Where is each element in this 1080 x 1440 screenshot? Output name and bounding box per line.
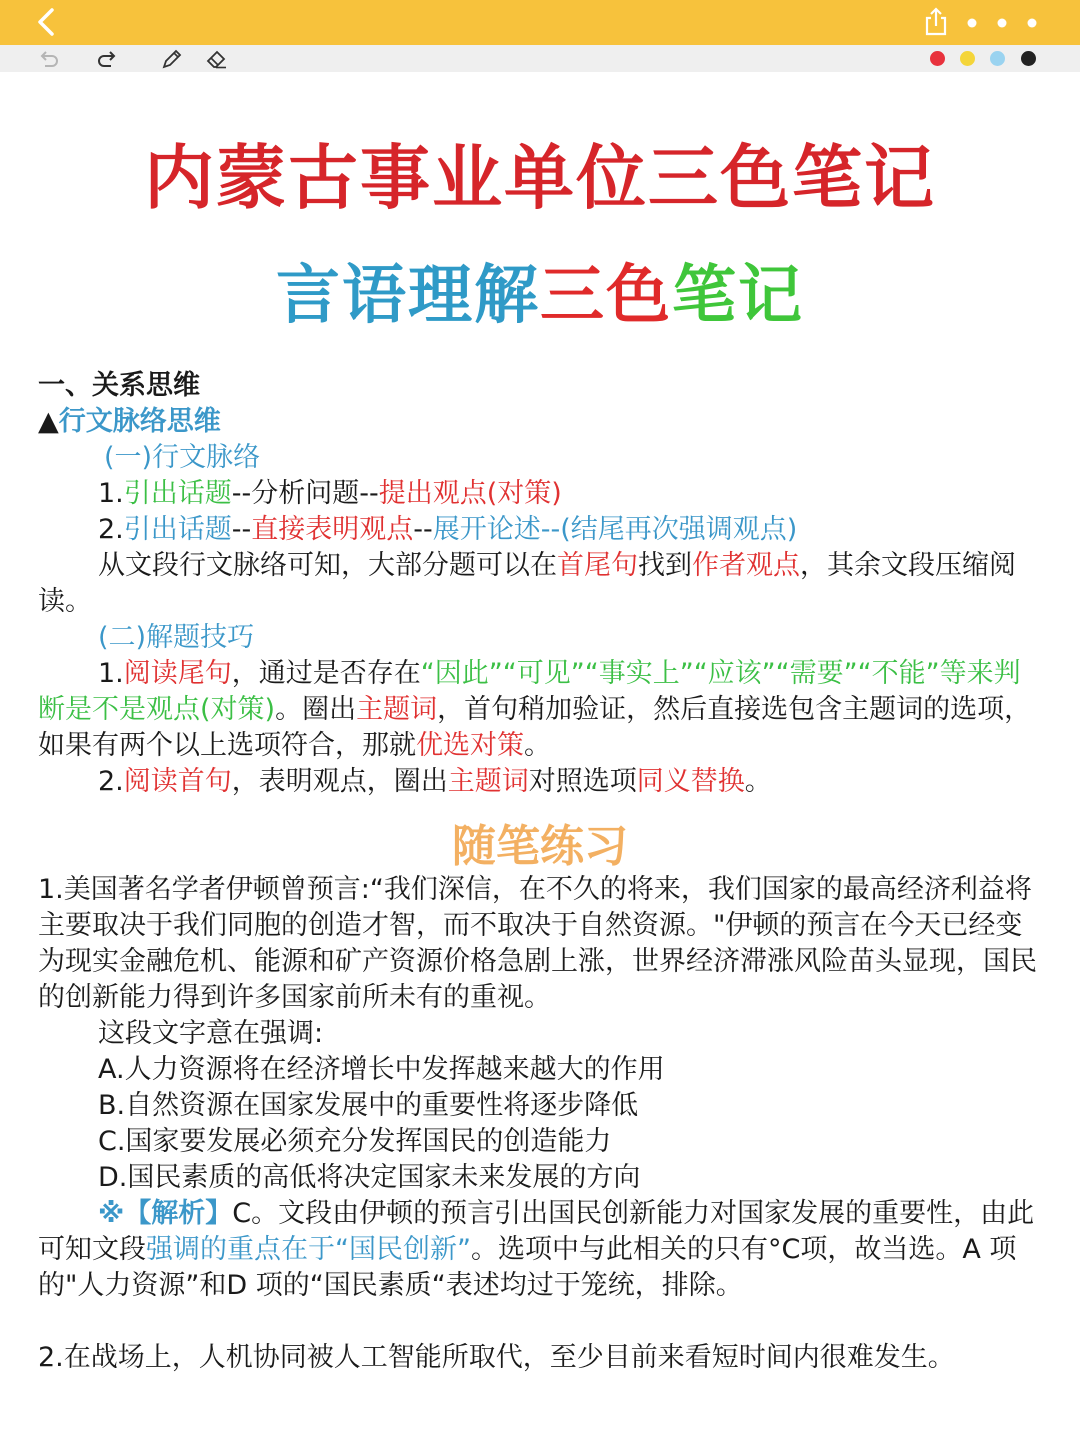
highlight-text: 阅读首句 [123, 766, 232, 797]
practice-heading: 随笔练习 [452, 821, 628, 872]
plain-text: -- [413, 514, 433, 545]
plain-text: 从文段行文脉络可知，大部分题可以在 [98, 550, 557, 581]
plain-text: 。选项中与此相关的只有°C项，故当选。A 项的"人力资源”和D 项的“国民素质“表述均过于笼统，排除。 [38, 1234, 1017, 1301]
plain-text: ，其余文段压缩阅读。 [38, 550, 1016, 617]
highlight-text: 展开论述--(结尾再次强调观点) [432, 514, 798, 545]
color-swatch-yellow[interactable] [960, 51, 975, 66]
highlight-text: 引出话题 [123, 514, 232, 545]
option-d: D.国民素质的高低将决定国家未来发展的方向 [98, 1162, 641, 1193]
paragraph [38, 656, 1042, 764]
plain-text: 对照选项 [528, 766, 637, 797]
plain-text: ，通过是否存在 [231, 658, 421, 689]
item-number: 2. [98, 766, 124, 797]
analysis [38, 1196, 1042, 1304]
pen-icon[interactable] [160, 48, 184, 70]
highlight-text: 主题词 [356, 694, 438, 725]
color-swatch-black[interactable] [1021, 51, 1036, 66]
undo-icon[interactable] [37, 48, 61, 70]
highlight-text: “因此”“可见”“事实上”“应该”“需要”“不能” [420, 658, 940, 689]
option-b: B.自然资源在国家发展中的重要性将逐步降低 [98, 1090, 639, 1121]
point-heading: (二)解题技巧 [98, 622, 255, 653]
plain-text: --分析问题-- [231, 478, 379, 509]
page-subtitle [0, 244, 1080, 336]
more-options-icon[interactable] [965, 13, 1045, 33]
highlight-text: 直接表明观点 [251, 514, 414, 545]
item-number: 1. [98, 478, 124, 509]
highlight-text: 等来判断是不是观点(对策) [38, 658, 1021, 725]
section-heading: 一、关系思维 [38, 370, 200, 401]
list-item [38, 512, 1042, 548]
subsection-heading [38, 404, 1042, 440]
triangle-icon: ▲ [38, 406, 59, 437]
paragraph [38, 548, 1042, 620]
highlight-text: 同义替换 [636, 766, 745, 797]
highlight-text: 作者观点 [692, 550, 800, 581]
highlight-text: 引出话题 [123, 478, 232, 509]
point-heading: (一)行文脉络 [104, 442, 261, 473]
plain-text: ，首句稍加验证，然后直接选包含主题词的选项，如果有两个以上选项符合，那就 [38, 694, 1032, 761]
item-number: 2. [98, 514, 124, 545]
paragraph [38, 764, 1042, 800]
annotation-toolbar [0, 45, 1080, 72]
highlight-text: 提出观点(对策) [378, 478, 562, 509]
highlight-text: 强调的重点在于“国民创新” [146, 1234, 471, 1265]
highlight-text: 主题词 [447, 766, 529, 797]
question-text: 2.在战场上，人机协同被人工智能所取代，至少目前来看短时间内很难发生。 [38, 1342, 955, 1373]
item-number: 1. [98, 658, 124, 689]
eraser-icon[interactable] [205, 48, 229, 70]
share-icon[interactable] [922, 6, 950, 38]
subsection-label: 行文脉络思维 [58, 406, 221, 437]
option-a: A.人力资源将在经济增长中发挥越来越大的作用 [98, 1054, 665, 1085]
highlight-text: 阅读尾句 [123, 658, 232, 689]
question-text: 1.美国著名学者伊顿曾预言:“我们深信，在不久的将来，我们国家的最高经济利益将主要取决于我们同胞的创造才智，而不取决于自然资源。"伊顿的预言在今天已经变为现实金融危机、能源和矿产资源价格急剧上涨，世界经济滞涨风险苗头显现，国民的创新能力得到许多国家前所未有的重视。 [38, 874, 1037, 1013]
option-c: C.国家要发展必须充分发挥国民的创造能力 [98, 1126, 612, 1157]
app-bar [0, 0, 1080, 45]
plain-text: 。 [744, 766, 772, 797]
plain-text: 。圈出 [275, 694, 357, 725]
highlight-text: 首尾句 [557, 550, 638, 581]
plain-text: C。文段由伊顿的预言引出国民创新能力对国家发展的重要性，由此可知文段 [38, 1198, 1035, 1265]
back-arrow-icon[interactable] [32, 6, 62, 38]
plain-text: 找到 [638, 550, 692, 581]
plain-text: 。 [524, 730, 551, 761]
highlight-text: 优选对策 [416, 730, 524, 761]
plain-text: -- [231, 514, 252, 545]
redo-icon[interactable] [95, 48, 119, 70]
page-title: 内蒙古事业单位三色笔记 [144, 137, 936, 219]
subtitle-part-3: 笔记 [672, 259, 804, 333]
subtitle-part-2: 三色 [540, 259, 672, 333]
color-swatch-red[interactable] [930, 51, 945, 66]
list-item [38, 476, 1042, 512]
subtitle-part-1: 言语理解 [276, 259, 540, 333]
question-prompt: 这段文字意在强调: [98, 1018, 324, 1049]
plain-text: ，表明观点，圈出 [231, 766, 448, 797]
analysis-label: ※【解析】 [98, 1198, 233, 1229]
color-swatch-blue[interactable] [990, 51, 1005, 66]
